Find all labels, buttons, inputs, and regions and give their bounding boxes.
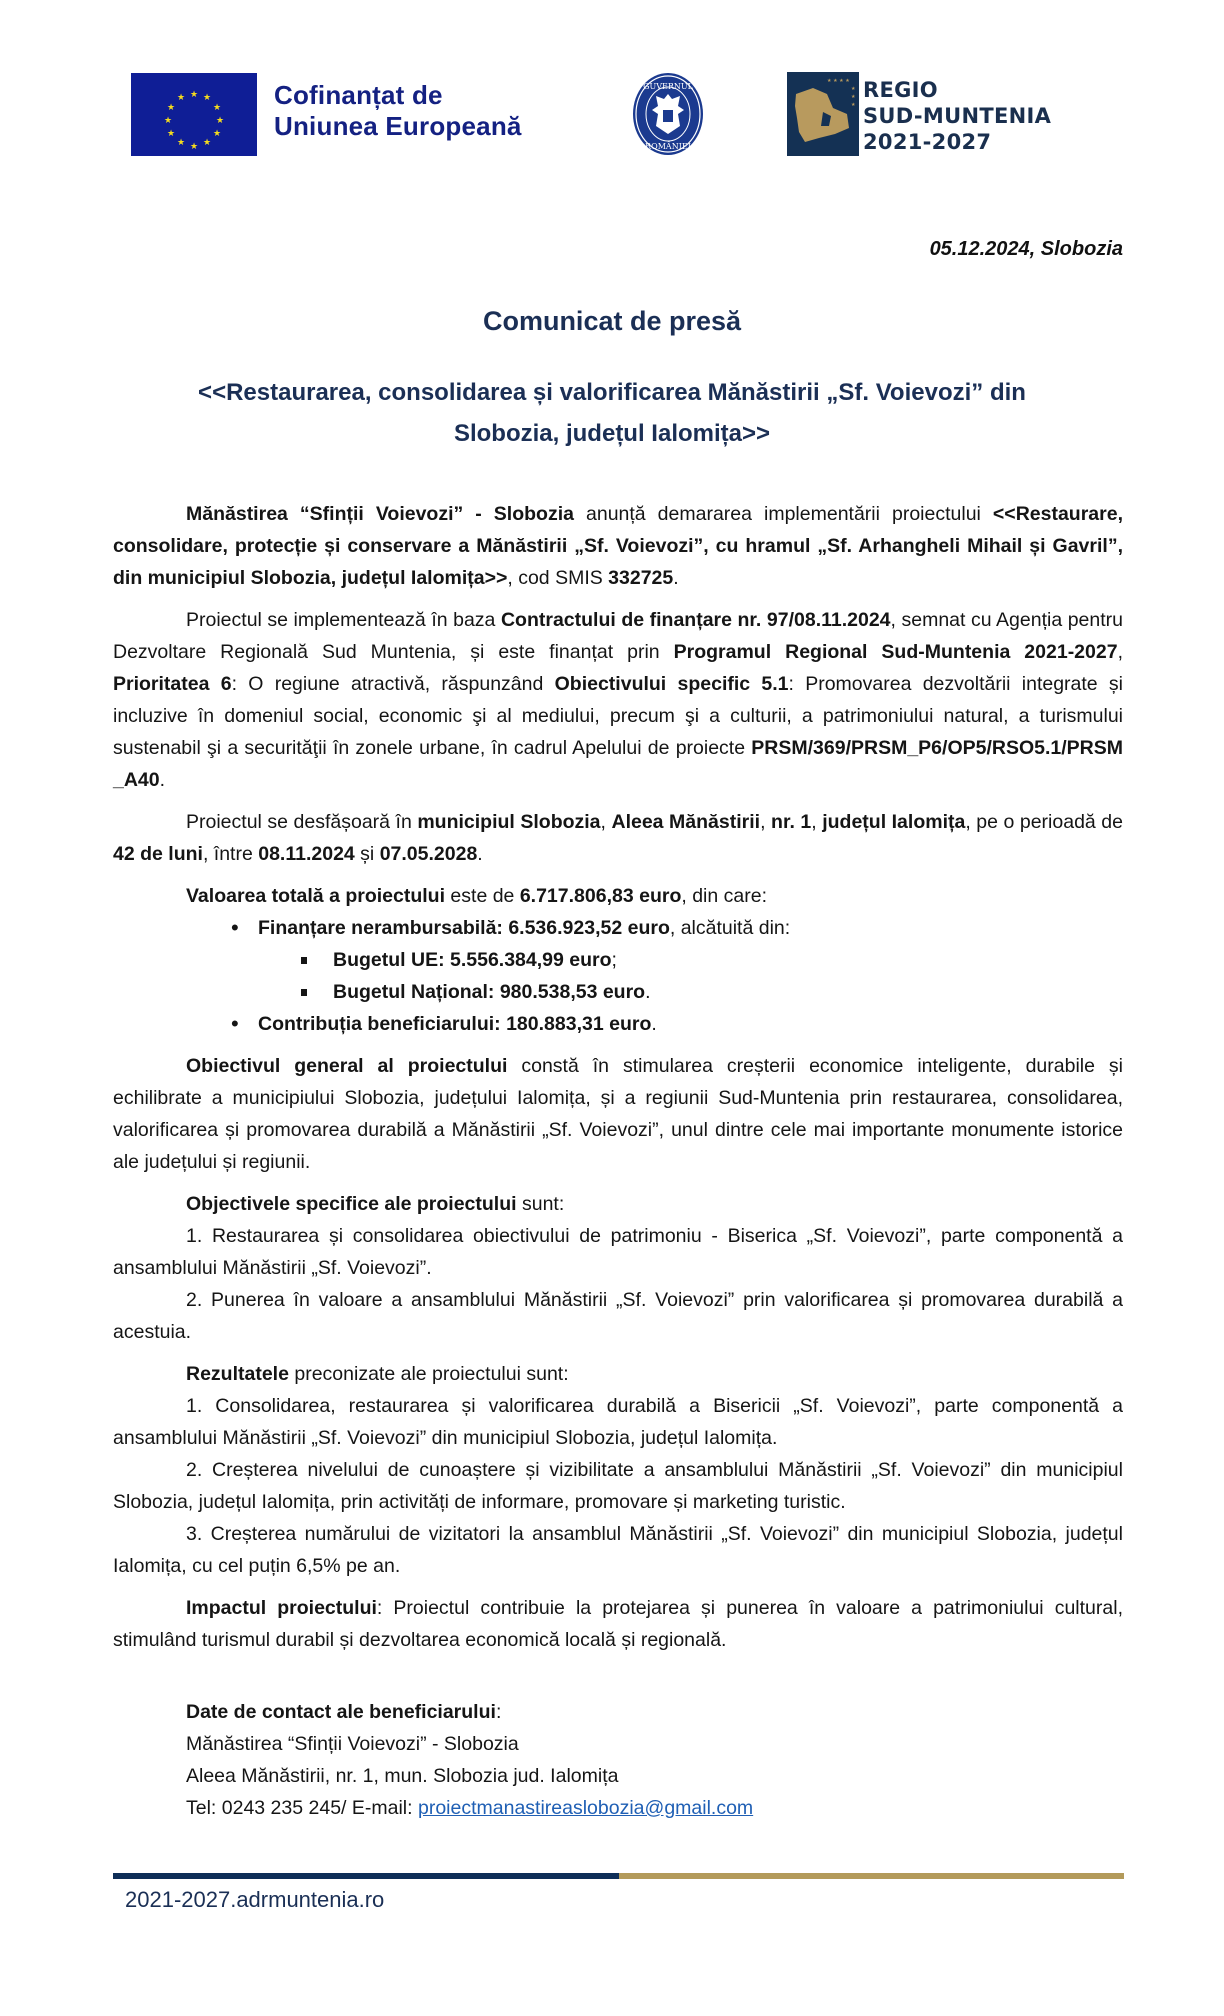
specific-objectives-label: Objectivele specifice ale proiectului bbox=[186, 1193, 517, 1215]
eu-budget: Bugetul UE: 5.556.384,99 euro bbox=[333, 949, 612, 971]
footer-divider-navy bbox=[113, 1873, 619, 1879]
footer-divider-gold bbox=[619, 1873, 1125, 1879]
text: preconizate ale proiectului sunt: bbox=[288, 1363, 569, 1385]
beneficiary-contribution: Contribuția beneficiarului: 180.883,31 euro bbox=[258, 1013, 652, 1035]
contact-block bbox=[113, 1696, 1123, 1824]
general-objective-paragraph bbox=[113, 1050, 1123, 1178]
project-name: <<Restaurare, consolidare, protecție și conservare a Mănăstirii „Sf. Voievozi”, cu hramul „Sf. Arhangheli Mihail și Gavril”, din municipiul Slobozia, județul Ialomița>> bbox=[113, 503, 1124, 589]
regio-line3: 2021-2027 bbox=[863, 130, 992, 154]
svg-text:★: ★ bbox=[851, 86, 856, 92]
svg-text:★: ★ bbox=[202, 138, 212, 148]
priority: Prioritatea 6 bbox=[113, 673, 232, 695]
regio-line2: SUD-MUNTENIA bbox=[863, 104, 1052, 128]
text: , bbox=[600, 811, 612, 833]
email-link[interactable]: proiectmanastireaslobozia@gmail.com bbox=[417, 1797, 754, 1819]
duration: 42 de luni bbox=[113, 843, 203, 865]
text: anunță demararea implementării proiectului bbox=[573, 503, 993, 525]
text: Proiectul se desfășoară în bbox=[186, 811, 418, 833]
eu-label-line2: Uniunea Europeană bbox=[274, 111, 522, 141]
svg-text:GUVERNUL: GUVERNUL bbox=[643, 82, 693, 91]
svg-text:★: ★ bbox=[212, 103, 222, 113]
text: : bbox=[495, 1701, 502, 1723]
svg-text:★: ★ bbox=[176, 93, 186, 103]
general-objective-label: Obiectivul general al proiectului bbox=[186, 1055, 508, 1077]
regio-line1: REGIO bbox=[863, 78, 938, 102]
contact-address: Aleea Mănăstirii, nr. 1, mun. Slobozia jud. Ialomița bbox=[186, 1765, 619, 1787]
list-item bbox=[113, 976, 1123, 1008]
text: , bbox=[1117, 641, 1123, 663]
svg-text:ROMÂNIEI: ROMÂNIEI bbox=[645, 142, 691, 151]
date-place: 05.12.2024, Slobozia bbox=[929, 238, 1123, 260]
svg-text:★: ★ bbox=[851, 94, 856, 100]
svg-text:★: ★ bbox=[212, 129, 222, 139]
program-name: Programul Regional Sud-Muntenia 2021-2027 bbox=[673, 641, 1118, 663]
text: . bbox=[651, 1013, 657, 1035]
document-body bbox=[113, 498, 1123, 1824]
list-item bbox=[113, 944, 1123, 976]
impact-label: Impactul proiectului bbox=[186, 1597, 377, 1619]
text: , bbox=[760, 811, 772, 833]
svg-text:★: ★ bbox=[189, 142, 199, 152]
list-item bbox=[113, 912, 1123, 1008]
budget-list bbox=[113, 912, 1123, 1040]
location-paragraph bbox=[113, 806, 1123, 870]
grant-sublist bbox=[113, 944, 1123, 1008]
specific-objectives-heading bbox=[113, 1188, 1123, 1220]
contact-tel-email bbox=[186, 1792, 1123, 1824]
results-label: Rezultatele bbox=[186, 1363, 289, 1385]
text: . bbox=[159, 769, 166, 791]
svg-text:★: ★ bbox=[176, 138, 186, 148]
county: județul Ialomița bbox=[822, 811, 966, 833]
beneficiary-name: Mănăstirea “Sfinții Voievozi” - Slobozia bbox=[186, 503, 574, 525]
text: , bbox=[811, 811, 823, 833]
specific-objective: Obiectivului specific 5.1 bbox=[554, 673, 789, 695]
contract-paragraph bbox=[113, 604, 1123, 796]
contact-heading-label: Date de contact ale beneficiarului bbox=[186, 1701, 496, 1723]
grant-value: Finanțare nerambursabilă: 6.536.923,52 euro bbox=[258, 917, 670, 939]
list-item: 1. Consolidarea, restaurarea și valorificarea durabilă a Bisericii „Sf. Voievozi”, parte componentă a ansamblului Mănăstirii „Sf. Voievozi” din municipiul Slobozia, județul Ialomița. bbox=[113, 1395, 1123, 1449]
total-value: 6.717.806,83 euro bbox=[519, 885, 682, 907]
budget-paragraph bbox=[113, 880, 1123, 912]
impact-paragraph bbox=[113, 1592, 1123, 1656]
text: , din care: bbox=[681, 885, 768, 907]
logo-header bbox=[0, 0, 1224, 200]
text: , semnat cu Agenția pentru Dezvoltare Regională Sud Muntenia, și este finanțat prin bbox=[113, 609, 1124, 663]
text: , între bbox=[202, 843, 259, 865]
text: : O regiune atractivă, răspunzând bbox=[231, 673, 555, 695]
list-item bbox=[113, 1008, 1123, 1040]
start-date: 08.11.2024 bbox=[258, 843, 355, 865]
text: . bbox=[477, 843, 483, 865]
text: , alcătuită din: bbox=[669, 917, 791, 939]
intro-paragraph bbox=[113, 498, 1123, 594]
text: Proiectul se implementează în baza bbox=[186, 609, 501, 631]
national-budget: Bugetul Național: 980.538,53 euro bbox=[333, 981, 646, 1003]
text: ; bbox=[611, 949, 617, 971]
subtitle-line2: Slobozia, județul Ialomița>> bbox=[453, 420, 771, 447]
contact-heading bbox=[186, 1696, 1123, 1728]
svg-text:★: ★ bbox=[215, 116, 225, 126]
regio-label bbox=[863, 77, 1051, 155]
guvernul-romaniei-seal-icon bbox=[632, 72, 704, 156]
svg-text:★: ★ bbox=[166, 103, 176, 113]
street: Aleea Mănăstirii bbox=[611, 811, 761, 833]
street-number: nr. 1 bbox=[771, 811, 812, 833]
end-date: 07.05.2028 bbox=[379, 843, 478, 865]
list-item: 2. Punerea în valoare a ansamblului Mănăstirii „Sf. Voievozi” prin valorificarea și promovarea durabilă a acestuia. bbox=[113, 1289, 1123, 1343]
eu-flag-icon bbox=[131, 73, 257, 156]
svg-text:★: ★ bbox=[189, 90, 199, 100]
text: , pe o perioadă de bbox=[965, 811, 1123, 833]
contract-number: Contractului de finanțare nr. 97/08.11.2024 bbox=[500, 609, 891, 631]
footer-divider bbox=[113, 1873, 1124, 1879]
svg-text:★: ★ bbox=[851, 102, 856, 108]
footer-url: 2021-2027.adrmuntenia.ro bbox=[125, 1887, 385, 1912]
list-item: 2. Creșterea nivelului de cunoaștere și vizibilitate a ansamblului Mănăstirii „Sf. Voievozi” din municipiul Slobozia, județul Ialomița, prin activități de informare, promovare și marketing turistic. bbox=[113, 1459, 1123, 1513]
results-heading bbox=[113, 1358, 1123, 1390]
text: : Promovarea dezvoltării integrate și incluzive în domeniul social, economic şi al mediului, precum şi a culturii, a patrimoniului natural, a turismului sustenabil şi a securităţii în zonele urbane, în cadrul Apelului de proiecte bbox=[113, 673, 1124, 759]
text: : Proiectul contribuie la protejarea și punerea în valoare a patrimoniului cultural, stimulând turismul durabil și dezvoltarea economică locală și regională. bbox=[113, 1597, 1123, 1651]
contact-name: Mănăstirea “Sfinții Voievozi” - Slobozia bbox=[186, 1733, 519, 1755]
text: . bbox=[673, 567, 679, 589]
page-title: Comunicat de presă bbox=[482, 306, 742, 336]
regio-sud-muntenia-map-icon bbox=[787, 72, 859, 156]
svg-text:★ ★ ★ ★: ★ ★ ★ ★ bbox=[827, 78, 850, 84]
budget-label: Valoarea totală a proiectului bbox=[186, 885, 446, 907]
list-item: 3. Creșterea numărului de vizitatori la ansamblul Mănăstirii „Sf. Voievozi” din municipiul Slobozia, județul Ialomița, cu cel puțin 6,5% pe an. bbox=[113, 1523, 1123, 1577]
svg-text:★: ★ bbox=[166, 129, 176, 139]
contact-phone: Tel: 0243 235 245/ E-mail: bbox=[186, 1797, 418, 1819]
text: constă în stimularea creșterii economice inteligente, durabile și echilibrate a municipiului Slobozia, județului Ialomița, și a regiunii Sud-Muntenia prin restaurarea, consolidarea, valorificarea și promovarea durabilă a Mănăstirii „Sf. Voievozi”, unul dintre cele mai importante monumente istorice ale județului și regiunii. bbox=[113, 1055, 1124, 1173]
project-subtitle bbox=[140, 372, 1084, 454]
subtitle-line1: <<Restaurarea, consolidarea și valorificarea Mănăstirii „Sf. Voievozi” din bbox=[198, 379, 1026, 406]
call-code: PRSM/369/PRSM_P6/OP5/RSO5.1/PRSM _A40 bbox=[113, 737, 1123, 791]
text: sunt: bbox=[516, 1193, 565, 1215]
list-item: 1. Restaurarea și consolidarea obiectivului de patrimoniu - Biserica „Sf. Voievozi”, parte componentă a ansamblului Mănăstirii „Sf. Voievozi”. bbox=[113, 1225, 1123, 1279]
text: , cod SMIS bbox=[507, 567, 609, 589]
svg-text:★: ★ bbox=[202, 93, 212, 103]
svg-text:★: ★ bbox=[163, 116, 173, 126]
text: este de bbox=[445, 885, 520, 907]
text: și bbox=[354, 843, 380, 865]
eu-label-line1: Cofinanțat de bbox=[274, 80, 443, 110]
eu-cofinanced-label bbox=[274, 80, 522, 142]
text: . bbox=[645, 981, 651, 1003]
smis-code: 332725 bbox=[608, 567, 674, 589]
municipality: municipiul Slobozia bbox=[417, 811, 601, 833]
